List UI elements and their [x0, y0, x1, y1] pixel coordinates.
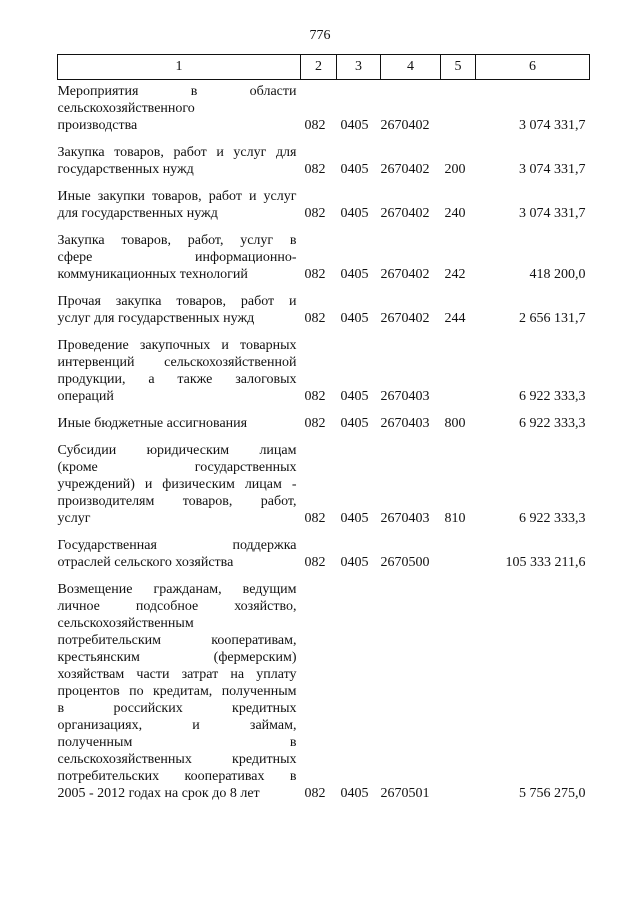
row-title-line: Прочая закупка товаров, работ и: [57, 294, 297, 309]
budget-table: [57, 54, 590, 812]
header-col-3: 3: [337, 55, 381, 80]
header-col-5: 5: [441, 55, 476, 80]
table-row: [58, 581, 590, 812]
row-title: [58, 337, 301, 415]
amount: 418 200,0: [529, 267, 586, 282]
row-title-line: производителям товаров, работ,: [57, 494, 297, 509]
row-title-line: Субсидии юридическим лицам: [57, 443, 297, 458]
row-title-line: Закупка товаров, работ, услуг в: [57, 233, 297, 248]
row-title: [58, 415, 301, 442]
ministry-code: 082: [304, 511, 326, 526]
row-title-line: сельскохозяйственным: [57, 616, 194, 631]
target-article-code: 2670402: [380, 311, 430, 326]
row-title: [58, 581, 301, 812]
target-article-code: 2670403: [380, 389, 430, 404]
ministry-code: 082: [304, 118, 326, 133]
row-title-line: в российских кредитных: [57, 701, 297, 716]
row-title-line: продукции, а также залоговых: [57, 372, 297, 387]
expense-type-code: 240: [444, 206, 466, 221]
section-code: 0405: [340, 389, 369, 404]
section-code: 0405: [340, 311, 369, 326]
ministry-code: 082: [304, 389, 326, 404]
ministry-code: 082: [304, 311, 326, 326]
row-title-line: Закупка товаров, работ и услуг для: [57, 145, 297, 160]
page-number: 776: [309, 28, 331, 43]
row-title: [58, 537, 301, 581]
expense-type-code: 800: [444, 416, 466, 431]
amount: 6 922 333,3: [519, 416, 586, 431]
target-article-code: 2670402: [380, 118, 430, 133]
amount: 6 922 333,3: [519, 511, 586, 526]
ministry-code: 082: [304, 555, 326, 570]
expense-type-code: [441, 581, 476, 812]
amount: 3 074 331,7: [519, 118, 586, 133]
row-title-line: полученным в: [57, 735, 297, 750]
section-code: 0405: [340, 267, 369, 282]
target-article-code: 2670501: [380, 786, 430, 801]
row-title-line: потребительских кооперативах в: [57, 769, 297, 784]
row-title-line: Иные закупки товаров, работ и услуг: [57, 189, 297, 204]
section-code: 0405: [340, 786, 369, 801]
amount: 3 074 331,7: [519, 162, 586, 177]
row-title-line: сфере информационно-: [57, 250, 297, 265]
table-row: [58, 144, 590, 188]
row-title-line: хозяйствам части затрат на уплату: [57, 667, 297, 682]
header-col-4: 4: [381, 55, 441, 80]
header-col-6: 6: [476, 55, 590, 80]
expense-type-code: [441, 337, 476, 415]
row-title-line: производства: [57, 118, 138, 133]
row-title-line: отраслей сельского хозяйства: [57, 555, 234, 570]
section-code: 0405: [340, 416, 369, 431]
target-article-code: 2670403: [380, 416, 430, 431]
expense-type-code: [441, 537, 476, 581]
section-code: 0405: [340, 162, 369, 177]
row-title-line: услуг: [57, 511, 91, 526]
table-row: [58, 232, 590, 293]
row-title-line: учреждений) и физическим лицам -: [57, 477, 297, 492]
header-col-1: 1: [58, 55, 301, 80]
row-title-line: Иные бюджетные ассигнования: [57, 416, 248, 431]
target-article-code: 2670402: [380, 267, 430, 282]
row-title: [58, 293, 301, 337]
table-row: [58, 442, 590, 537]
row-title: [58, 144, 301, 188]
row-title: [58, 188, 301, 232]
row-title-line: личное подсобное хозяйство,: [57, 599, 297, 614]
table-body: [58, 80, 590, 813]
table-row: [58, 293, 590, 337]
row-title-line: государственных нужд: [57, 162, 194, 177]
row-title-line: Государственная поддержка: [57, 538, 297, 553]
section-code: 0405: [340, 511, 369, 526]
amount: 2 656 131,7: [519, 311, 586, 326]
header-row: [58, 55, 590, 80]
row-title: [58, 442, 301, 537]
expense-type-code: 810: [444, 511, 466, 526]
expense-type-code: 200: [444, 162, 466, 177]
row-title-line: крестьянским (фермерским): [57, 650, 297, 665]
expense-type-code: 242: [444, 267, 466, 282]
table-row: [58, 188, 590, 232]
row-title-line: Мероприятия в области: [57, 84, 297, 99]
table-row: [58, 415, 590, 442]
row-title: [58, 232, 301, 293]
row-title-line: коммуникационных технологий: [57, 267, 248, 282]
row-title-line: Возмещение гражданам, ведущим: [57, 582, 297, 597]
amount: 6 922 333,3: [519, 389, 586, 404]
ministry-code: 082: [304, 786, 326, 801]
ministry-code: 082: [304, 416, 326, 431]
header-col-2: 2: [301, 55, 337, 80]
row-title: [58, 80, 301, 145]
row-title-line: потребительским кооперативам,: [57, 633, 297, 648]
section-code: 0405: [340, 118, 369, 133]
row-title-line: сельскохозяйственного: [57, 101, 195, 116]
table-row: [58, 80, 590, 145]
ministry-code: 082: [304, 206, 326, 221]
table-row: [58, 337, 590, 415]
row-title-line: 2005 - 2012 годах на срок до 8 лет: [57, 786, 260, 801]
amount: 5 756 275,0: [519, 786, 586, 801]
amount: 3 074 331,7: [519, 206, 586, 221]
row-title-line: для государственных нужд: [57, 206, 218, 221]
row-title-line: сельскохозяйственных кредитных: [57, 752, 297, 767]
row-title-line: Проведение закупочных и товарных: [57, 338, 297, 353]
row-title-line: (кроме государственных: [57, 460, 297, 475]
row-title-line: услуг для государственных нужд: [57, 311, 255, 326]
target-article-code: 2670403: [380, 511, 430, 526]
section-code: 0405: [340, 555, 369, 570]
ministry-code: 082: [304, 267, 326, 282]
section-code: 0405: [340, 206, 369, 221]
target-article-code: 2670500: [380, 555, 430, 570]
target-article-code: 2670402: [380, 162, 430, 177]
row-title-line: процентов по кредитам, полученным: [57, 684, 297, 699]
ministry-code: 082: [304, 162, 326, 177]
expense-type-code: 244: [444, 311, 466, 326]
target-article-code: 2670402: [380, 206, 430, 221]
amount: 105 333 211,6: [505, 555, 586, 570]
row-title-line: интервенций сельскохозяйственной: [57, 355, 297, 370]
table-row: [58, 537, 590, 581]
row-title-line: операций: [57, 389, 114, 404]
expense-type-code: [441, 80, 476, 145]
row-title-line: организациях, и займам,: [57, 718, 297, 733]
